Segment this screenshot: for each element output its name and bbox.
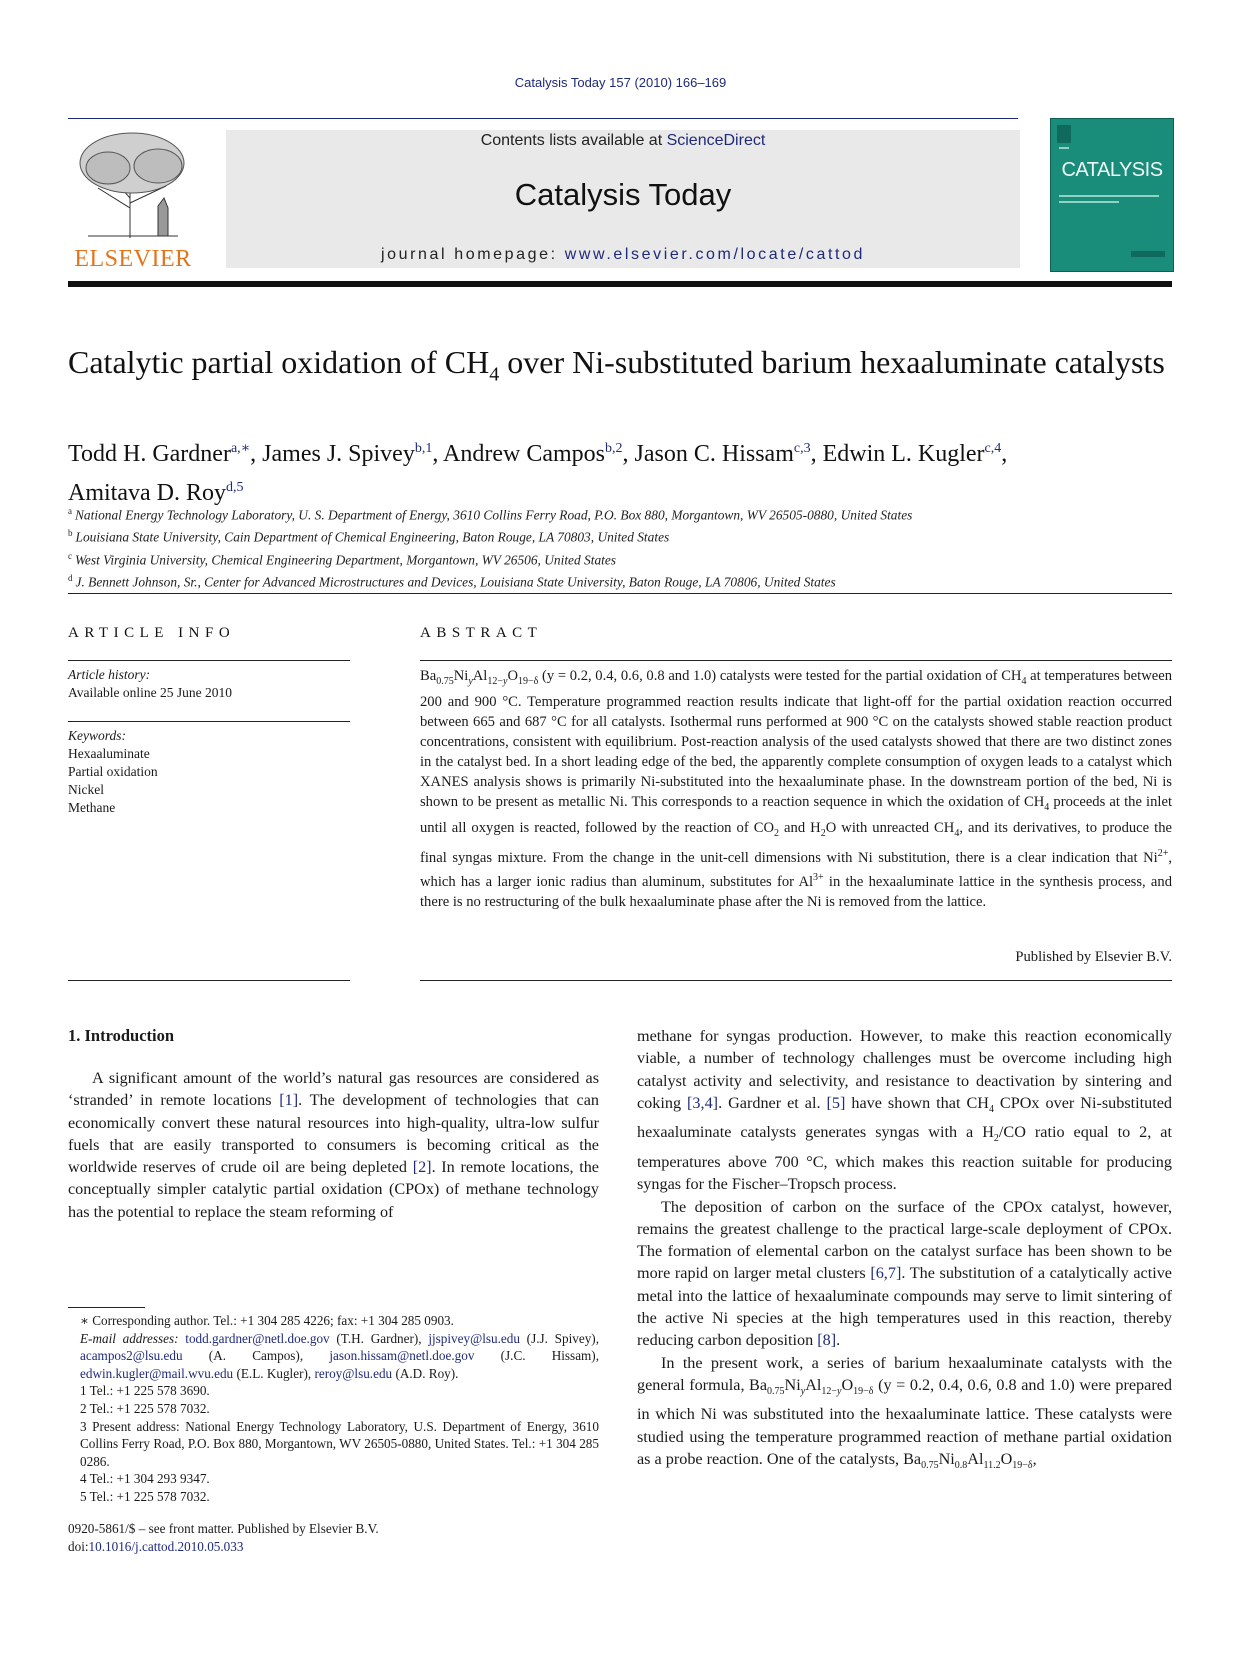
footnote-item: 2 Tel.: +1 225 578 7032. (80, 1400, 210, 1416)
cover-art-icon (1051, 119, 1173, 271)
citation-link[interactable]: [5] (826, 1093, 846, 1112)
footnote-item: 1 Tel.: +1 225 578 3690. (80, 1383, 210, 1399)
citation-link[interactable]: [1] (279, 1091, 299, 1110)
citation-link[interactable]: [2] (412, 1158, 432, 1177)
journal-masthead (226, 130, 1020, 268)
email-link[interactable]: jjspivey@lsu.edu (428, 1330, 520, 1346)
article-info-rule (68, 980, 350, 981)
author-affil-ref[interactable]: c,4 (984, 441, 1002, 456)
issn-doi (68, 1520, 599, 1555)
keywords (68, 727, 350, 817)
citation-link[interactable]: [6,7] (870, 1264, 902, 1283)
author-name[interactable]: Andrew Campos (443, 441, 606, 467)
intro-right-column (637, 1025, 1172, 1478)
author-affil-ref[interactable]: b,2 (605, 441, 623, 456)
email-link[interactable]: acampos2@lsu.edu (80, 1348, 183, 1364)
elsevier-logo[interactable] (68, 128, 198, 273)
author-affil-ref[interactable]: c,3 (793, 441, 811, 456)
homepage-prefix: journal homepage: (380, 246, 565, 263)
homepage-link[interactable]: www.elsevier.com/locate/cattod (564, 246, 866, 263)
author-name[interactable]: Todd H. Gardner (68, 441, 231, 467)
affiliation-item (68, 502, 1178, 524)
contents-line (226, 132, 1020, 150)
author-name[interactable]: Amitava D. Roy (68, 480, 226, 506)
masthead-rule (68, 281, 1172, 287)
abstract-rule (420, 980, 1172, 981)
article-info-heading: ARTICLE INFO (68, 625, 236, 641)
author-separator: , (810, 441, 823, 467)
email-link[interactable]: reroy@lsu.edu (314, 1365, 393, 1381)
citation-link[interactable]: [8] (817, 1331, 837, 1350)
affiliation-rule (68, 593, 1172, 594)
article-info-rule (68, 660, 350, 661)
author-name[interactable]: Edwin L. Kugler (822, 441, 985, 467)
affiliation-item (68, 569, 1178, 591)
author-separator: , (250, 441, 263, 467)
author-separator: , (622, 441, 635, 467)
abstract-heading: ABSTRACT (420, 625, 543, 641)
title-part1: Catalytic partial oxidation of CH (68, 344, 490, 380)
footnotes (68, 1312, 599, 1506)
citation-link[interactable]: [3,4] (687, 1093, 719, 1112)
sciencedirect-link[interactable]: ScienceDirect (666, 132, 766, 149)
history-value: Available online 25 June 2010 (68, 685, 232, 700)
abstract-text: $Ba_{0.75}Ni_yAl_{12-y}O_{19-\delta}$ (y = 0.2, 0.4, 0.6, 0.8 and 1.0) catalysts were tested for the partial oxidation of $CH_4$ at temperatures between 200 and 900 °C. Temperature programmed reaction results indicate that light-off for the partial oxidation reaction occurred between 665 and 687 °C for all catalysts. Isothermal runs performed at 900 °C on the catalysts showed stable reaction product concentrations, consistent with equilibrium. Post-reaction analysis of the used catalysts showed that there are two distinct zones in the catalyst bed. In a short leading edge of the bed, the apparently complete consumption of oxygen leads to a catalyst which XANES analysis shows is primarily Ni-substituted into the hexaaluminate phase. In the downstream portion of the bed, Ni is shown to be present as metallic Ni. This corresponds to a reaction sequence in which the oxidation of $CH_4$ proceeds at the inlet until all oxygen is reacted, followed by the reaction of $CO_2$ and $H_2O$ with unreacted $CH_4$, and its derivatives, to produce the final syngas mixture. From the change in the unit-cell dimensions with Ni substitution, there is a clear indication that $Ni^{2+}$, which has a larger ionic radius than aluminum, substitutes for $Al^{3+}$ in the hexaaluminate lattice in the synthesis process, and there is no restructuring of the bulk hexaaluminate phase after the Ni is removed from the lattice. (420, 668, 1172, 911)
article-info-rule (68, 721, 350, 722)
elsevier-wordmark: ELSEVIER (74, 246, 192, 272)
journal-citation[interactable]: Catalysis Today 157 (2010) 166–169 (514, 75, 727, 90)
affiliation-text: National Energy Technology Laboratory, U. S. Department of Energy, 3610 Collins Ferry Road, P.O. Box 880, Morgantown, WV 26505-0880, United States (75, 507, 913, 523)
author-affil-ref[interactable]: d,5 (225, 480, 244, 495)
footnote-item: 5 Tel.: +1 225 578 7032. (80, 1488, 210, 1504)
keyword-item: Methane (68, 800, 116, 815)
intro-paragraph: The deposition of carbon on the surface of the CPOx catalyst, however, remains the greatest challenge to the practical large-scale deployment of CPOx. The formation of elemental carbon on the catalyst surface has been shown to be more rapid on larger metal clusters [6,7]. The substitution of a catalytically active metal into the lattice of hexaaluminate compounds may serve to limit sintering of the active Ni species at the high temperatures used in this reaction, thereby reducing carbon deposition [8]. (637, 1197, 1172, 1350)
keyword-item: Hexaaluminate (68, 746, 150, 761)
intro-paragraph: methane for syngas production. However, to make this reaction economically viable, a number of technology challenges must be overcome including high catalyst activity and selectivity, and resistance to deactivation by sintering and coking [3,4]. Gardner et al. [5] have shown that $CH_4$ CPOx over Ni-substituted hexaaluminate catalysts generates syngas with a $H_2/CO$ ratio equal to 2, at temperatures above 700 °C, which makes this reaction suitable for producing syngas for the Fischer–Tropsch process. (637, 1027, 1172, 1194)
article-title (68, 343, 1178, 393)
title-subscript: 4 (489, 363, 500, 386)
contents-prefix: Contents lists available at (480, 132, 667, 149)
affiliation-key: c (68, 550, 72, 561)
affiliations (68, 502, 1178, 592)
title-part2: over Ni-substituted barium hexaaluminate catalysts (499, 344, 1165, 380)
author-separator: , (432, 441, 444, 467)
intro-paragraph: In the present work, a series of barium hexaaluminate catalysts with the general formula, $Ba_{0.75}Ni_yAl_{12-y}O_{19-\delta}$ (y = 0.2, 0.4, 0.6, 0.8 and 1.0) were prepared in which Ni was substituted into the hexaaluminate lattice. These catalysts were studied using the temperature programmed reaction of methane partial oxidation as a probe reaction. One of the catalysts, $Ba_{0.75}Ni_{0.8}Al_{11.2}O_{19-\delta}$, (637, 1353, 1172, 1472)
publisher-line: Published by Elsevier B.V. (1015, 949, 1172, 965)
issn-line: 0920-5861/$ – see front matter. Published by Elsevier B.V. (68, 1521, 379, 1536)
footnote-item: 3 Present address: National Energy Technology Laboratory, U.S. Department of Energy, 3610 Collins Ferry Road, P.O. Box 880, Morgantown, WV 26505-0880, United States. Tel.: +1 304 285 0286. (80, 1418, 599, 1469)
email-link[interactable]: edwin.kugler@mail.wvu.edu (80, 1365, 234, 1381)
affiliation-key: d (68, 573, 73, 584)
email-link[interactable]: jason.hissam@netl.doe.gov (329, 1348, 475, 1364)
intro-paragraph: A significant amount of the world’s natural gas resources are considered as ‘stranded’ in remote locations [1]. The development of technologies that can economically convert these natural resources into high-quality, ultra-low sulfur fuels that are easily transported to consumers is becoming critical as the worldwide reserves of crude oil are being depleted [2]. In remote locations, the conceptually simpler catalytic partial oxidation (CPOx) of methane technology has the potential to replace the steam reforming of (68, 1069, 599, 1221)
article-history (68, 666, 350, 702)
affiliation-text: J. Bennett Johnson, Sr., Center for Advanced Microstructures and Devices, Louisiana State University, Baton Rouge, LA 70806, United States (75, 574, 836, 590)
author-name[interactable]: James J. Spivey (262, 441, 415, 467)
header-rule (68, 118, 1018, 119)
affiliation-item (68, 547, 1178, 569)
elsevier-tree-icon (68, 128, 198, 240)
journal-cover[interactable] (1050, 118, 1174, 272)
affiliation-key: b (68, 528, 73, 539)
cover-title: CATALYSIS (1061, 159, 1163, 181)
author-affil-ref[interactable]: a,∗ (230, 441, 251, 456)
footnote-rule (68, 1307, 145, 1308)
author-separator: , (1001, 441, 1008, 467)
email-link[interactable]: todd.gardner@netl.doe.gov (185, 1330, 330, 1346)
journal-title: Catalysis Today (514, 177, 732, 212)
affiliation-text: Louisiana State University, Cain Department of Chemical Engineering, Baton Rouge, LA 70803, United States (75, 529, 670, 545)
keyword-item: Nickel (68, 782, 104, 797)
footnote-corresponding: ∗ Corresponding author. Tel.: +1 304 285 4226; fax: +1 304 285 0903. (80, 1313, 454, 1328)
affiliation-key: a (68, 506, 72, 516)
doi-line: doi:10.1016/j.cattod.2010.05.033 (68, 1538, 244, 1554)
doi-link[interactable]: 10.1016/j.cattod.2010.05.033 (88, 1538, 244, 1554)
footnote-item: 4 Tel.: +1 304 293 9347. (80, 1471, 210, 1487)
affiliation-item (68, 524, 1178, 546)
keyword-item: Partial oxidation (68, 764, 158, 779)
footnote-emails: E-mail addresses: todd.gardner@netl.doe.gov (T.H. Gardner), jjspivey@lsu.edu (J.J. Spivey), acampos2@lsu.edu (A. Campos), jason.hissam@netl.doe.gov (J.C. Hissam), edwin.kugler@mail.wvu.edu (E.L. Kugler), reroy@lsu.edu (A.D. Roy). (80, 1330, 599, 1381)
author-list (68, 432, 1178, 510)
author-name[interactable]: Jason C. Hissam (634, 441, 794, 467)
abstract-rule (420, 660, 1172, 661)
keywords-label: Keywords: (68, 728, 126, 743)
affiliation-text: West Virginia University, Chemical Engineering Department, Morgantown, WV 26506, United States (75, 552, 617, 568)
history-label: Article history: (68, 667, 151, 682)
author-affil-ref[interactable]: b,1 (414, 441, 433, 456)
homepage-line (226, 246, 1020, 264)
section-heading-introduction: 1. Introduction (68, 1026, 175, 1045)
